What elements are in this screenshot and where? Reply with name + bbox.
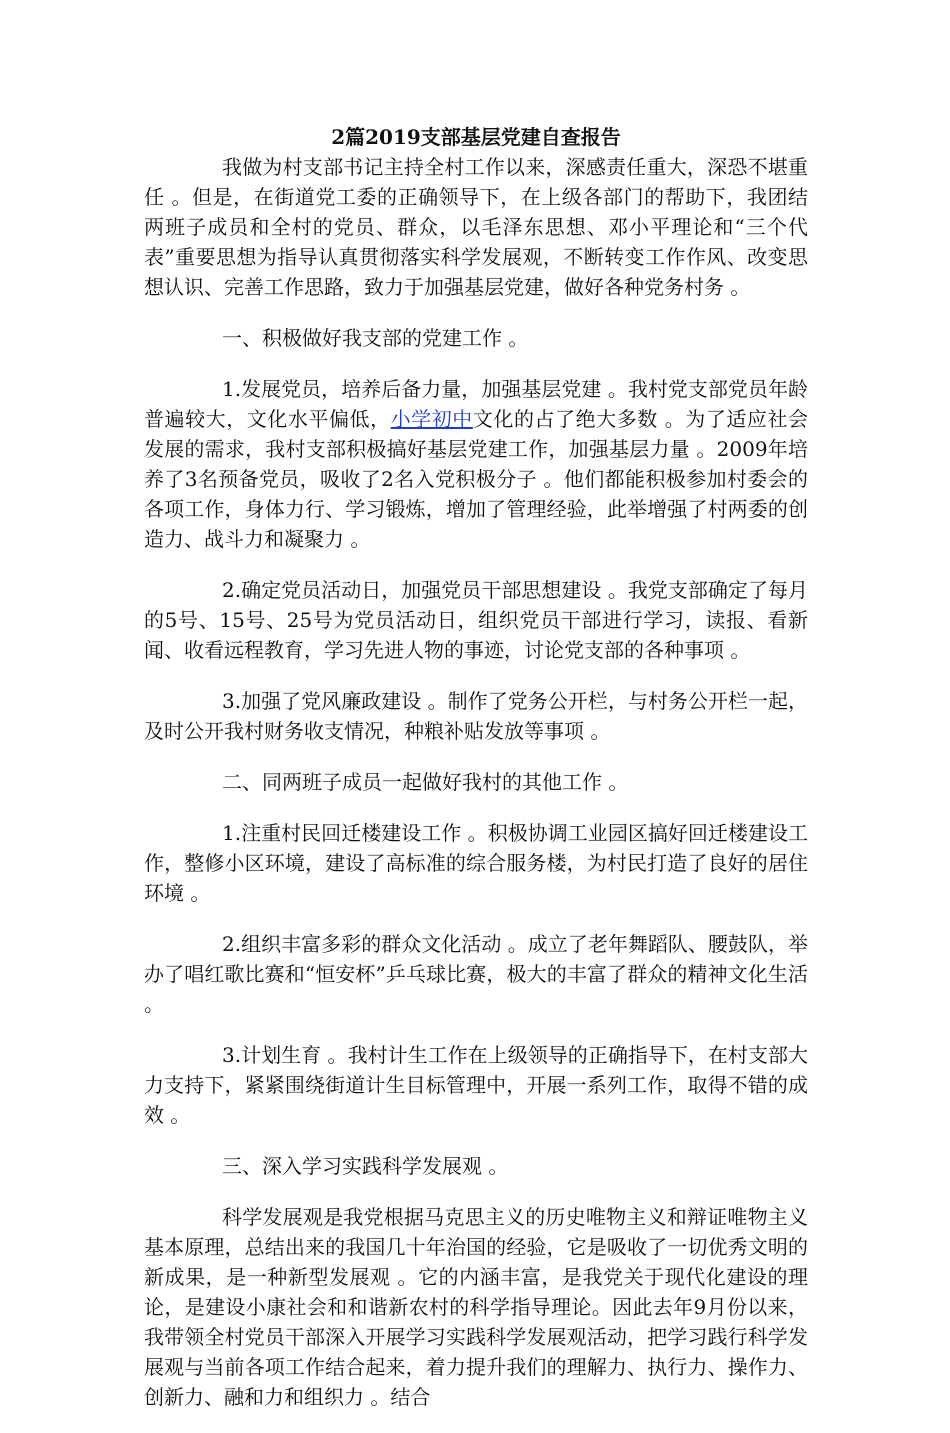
document-page <box>144 122 808 1433</box>
section-1-paragraph-2: 2.确定党员活动日，加强党员干部思想建设 。我党支部确定了每月的5号、15号、25号为党员活动日，组织党员干部进行学习，读报、看新闻、收看远程教育，学习先进人物的事迹，讨论党支部的各种事项 。 <box>144 578 808 662</box>
document-title: 2篇2019支部基层党建自查报告 <box>331 125 621 149</box>
section-1-heading: 一、积极做好我支部的党建工作 。 <box>222 326 529 350</box>
section-2-paragraph-1: 1.注重村民回迁楼建设工作 。积极协调工业园区搞好回迁楼建设工作，整修小区环境，建设了高标准的综合服务楼，为村民打造了良好的居住环境 。 <box>144 821 808 905</box>
section-2-paragraph-3: 3.计划生育 。我村计生工作在上级领导的正确指导下，在村支部大力支持下，紧紧围绕街道计生目标管理中，开展一系列工作，取得不错的成效 。 <box>144 1043 808 1127</box>
intro-paragraph: 我做为村支部书记主持全村工作以来，深感责任重大，深恐不堪重任 。但是，在街道党工委的正确领导下，在上级各部门的帮助下，我团结两班子成员和全村的党员、群众，以毛泽东思想、邓小平理论和“三个代表”重要思想为指导认真贯彻落实科学发展观，不断转变工作作风、改变思想认识、完善工作思路，致力于加强基层党建，做好各种党务村务 。 <box>144 155 808 299</box>
primary-middle-school-link[interactable]: 小学初中 <box>390 407 473 431</box>
section-2-heading: 二、同两班子成员一起做好我村的其他工作 。 <box>222 770 629 794</box>
section-3-heading: 三、深入学习实践科学发展观 。 <box>222 1154 509 1178</box>
section-2-paragraph-2: 2.组织丰富多彩的群众文化活动 。成立了老年舞蹈队、腰鼓队，举办了唱红歌比赛和“恒安杯”乒乓球比赛，极大的丰富了群众的精神文化生活 。 <box>144 932 808 1016</box>
section-3-paragraph-1: 科学发展观是我党根据马克思主义的历史唯物主义和辩证唯物主义基本原理，总结出来的我国几十年治国的经验，它是吸收了一切优秀文明的新成果，是一种新型发展观 。它的内涵丰富，是我党关于现代化建设的理论，是建设小康社会和和谐新农村的科学指导理论。因此去年9月份以来，我带领全村党员干部深入开展学习实践科学发展观活动，把学习践行科学发展观与当前各项工作结合起来，着力提升我们的理解力、执行力、操作力、创新力、融和力和组织力 。结合 <box>144 1205 808 1409</box>
section-1-paragraph-1 <box>144 374 808 554</box>
paragraph-text: 文化的占了绝大多数 。为了适应社会发展的需求，我村支部积极搞好基层党建工作，加强基层力量 。2009年培养了3名预备党员，吸收了2名入党积极分子 。他们都能积极参加村委会的各项工作，身体力行、学习锻炼，增加了管理经验，此举增强了村两委的创造力、战斗力和凝聚力 。 <box>144 407 809 551</box>
paragraph-text: 1.发展党员，培养后备力量，加强基层党建 。我村党支部党员年龄普遍较大，文化水平偏低， <box>144 377 808 431</box>
section-1-paragraph-3: 3.加强了党风廉政建设 。制作了党务公开栏，与村务公开栏一起，及时公开我村财务收支情况，种粮补贴发放等事项 。 <box>144 689 808 743</box>
